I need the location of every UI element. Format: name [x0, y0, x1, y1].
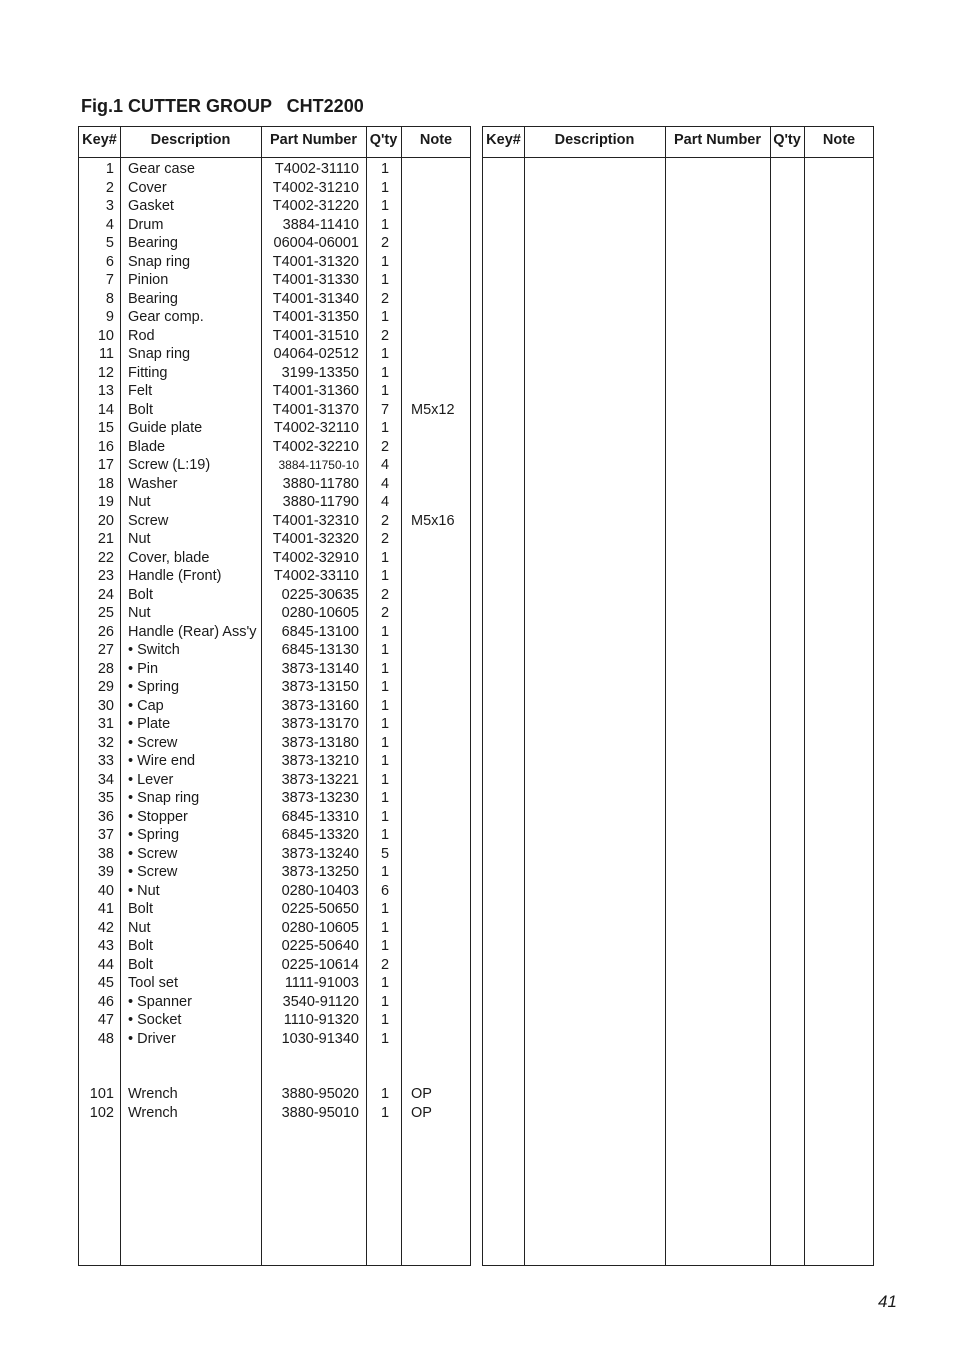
qty-cell: 4 — [380, 494, 390, 510]
description-cell: • Screw — [128, 864, 178, 880]
key-cell: 29 — [97, 679, 114, 695]
qty-cell: 1 — [380, 790, 390, 806]
qty-cell: 1 — [380, 993, 390, 1010]
qty-cell: 2 — [380, 512, 390, 529]
key-cell: 45 — [97, 975, 114, 991]
part-number-cell: T4002-32210 — [272, 438, 359, 455]
qty-cell: 4 — [380, 457, 390, 473]
table-row — [79, 660, 470, 679]
table-row — [79, 826, 470, 845]
key-cell: 20 — [97, 512, 114, 529]
table-row — [79, 567, 470, 586]
description-cell: • Spring — [128, 827, 180, 843]
description-cell: • Screw — [128, 845, 178, 862]
header-note: Note — [419, 132, 453, 148]
key-cell: 22 — [97, 549, 114, 566]
parts-rows — [79, 160, 470, 1122]
qty-cell: 1 — [380, 642, 390, 658]
key-cell: 28 — [97, 660, 114, 677]
header-divider — [79, 157, 470, 158]
key-cell: 26 — [97, 623, 114, 640]
description-cell: • Switch — [128, 642, 180, 658]
qty-cell: 1 — [380, 179, 390, 196]
spacer-row — [79, 1067, 470, 1086]
column-divider — [665, 127, 666, 1265]
key-cell: 42 — [97, 919, 114, 936]
qty-cell: 1 — [380, 364, 390, 381]
key-cell: 3 — [105, 198, 114, 214]
table-row — [79, 789, 470, 808]
qty-cell: 1 — [380, 346, 390, 362]
description-cell: Bearing — [128, 235, 178, 251]
part-number-cell: T4001-31320 — [272, 253, 359, 270]
note-cell: M5x12 — [411, 401, 455, 418]
qty-cell: 1 — [380, 901, 390, 917]
description-cell: Wrench — [128, 1104, 178, 1121]
part-number-cell: T4001-32310 — [272, 512, 359, 529]
description-cell: Gasket — [128, 198, 174, 214]
table-row — [79, 327, 470, 346]
qty-cell: 1 — [380, 753, 390, 769]
part-number-cell: 3873-13170 — [281, 716, 359, 732]
part-number-cell: 3873-13140 — [281, 660, 359, 677]
note-cell: OP — [411, 1086, 432, 1102]
qty-cell: 1 — [380, 198, 390, 214]
part-number-cell: T4001-31510 — [272, 327, 359, 344]
key-cell: 25 — [97, 605, 114, 621]
table-row — [79, 160, 470, 179]
description-cell: Bolt — [128, 956, 153, 973]
part-number-cell: 3873-13221 — [281, 771, 359, 788]
table-row — [79, 882, 470, 901]
table-row — [79, 197, 470, 216]
table-row — [79, 752, 470, 771]
table-row — [79, 1030, 470, 1049]
key-cell: 18 — [97, 475, 114, 492]
key-cell: 7 — [105, 272, 114, 288]
key-cell: 8 — [105, 290, 114, 307]
description-cell: Bolt — [128, 938, 153, 954]
table-row — [79, 993, 470, 1012]
table-row — [79, 512, 470, 531]
description-cell: • Screw — [128, 734, 178, 751]
column-divider — [804, 127, 805, 1265]
qty-cell: 7 — [380, 401, 390, 418]
qty-cell: 2 — [380, 438, 390, 455]
part-number-cell: 3540-91120 — [282, 993, 359, 1010]
key-cell: 21 — [97, 531, 114, 547]
qty-cell: 1 — [380, 697, 390, 714]
part-number-cell: 3880-11780 — [282, 475, 359, 492]
qty-cell: 2 — [380, 235, 390, 251]
description-cell: Bolt — [128, 401, 153, 418]
qty-cell: 6 — [380, 882, 390, 899]
qty-cell: 1 — [380, 161, 390, 177]
part-number-cell: T4002-31210 — [272, 179, 359, 196]
description-cell: Drum — [128, 216, 164, 233]
header-note: Note — [822, 132, 856, 148]
table-row — [79, 345, 470, 364]
key-cell: 31 — [97, 716, 114, 732]
description-cell: Nut — [128, 531, 151, 547]
table-row — [79, 1085, 470, 1104]
key-cell: 6 — [105, 253, 114, 270]
column-divider — [770, 127, 771, 1265]
key-cell: 12 — [97, 364, 114, 381]
description-cell: Guide plate — [128, 420, 203, 436]
part-number-cell: 3884-11750-10 — [278, 458, 359, 472]
header-key: Key# — [486, 132, 521, 148]
table-row — [79, 234, 470, 253]
parts-table-right — [482, 126, 874, 1266]
part-number-cell: 3873-13240 — [281, 845, 359, 862]
table-row — [79, 808, 470, 827]
qty-cell: 1 — [380, 216, 390, 233]
key-cell: 9 — [105, 309, 114, 325]
page-number: 41 — [878, 1292, 897, 1311]
part-number-cell: T4001-32320 — [272, 531, 359, 547]
qty-cell: 2 — [380, 586, 390, 603]
qty-cell: 1 — [380, 549, 390, 566]
part-number-cell: 3873-13180 — [281, 734, 359, 751]
column-divider — [524, 127, 525, 1265]
part-number-cell: T4001-31360 — [272, 383, 359, 399]
description-cell: Snap ring — [128, 346, 191, 362]
description-cell: Blade — [128, 438, 166, 455]
key-cell: 1 — [105, 161, 114, 177]
qty-cell: 1 — [380, 1104, 390, 1121]
description-cell: • Nut — [128, 882, 160, 899]
qty-cell: 1 — [380, 827, 390, 843]
part-number-cell: 3873-13210 — [281, 753, 359, 769]
key-cell: 5 — [105, 235, 114, 251]
part-number-cell: T4001-31340 — [272, 290, 359, 307]
table-row — [79, 771, 470, 790]
part-number-cell: 6845-13130 — [281, 642, 359, 658]
part-number-cell: 3873-13160 — [281, 697, 359, 714]
qty-cell: 1 — [380, 864, 390, 880]
table-row — [79, 364, 470, 383]
qty-cell: 1 — [380, 938, 390, 954]
part-number-cell: 3880-95010 — [281, 1104, 359, 1121]
key-cell: 14 — [97, 401, 114, 418]
table-row — [79, 438, 470, 457]
qty-cell: 1 — [380, 716, 390, 732]
qty-cell: 2 — [380, 290, 390, 307]
description-cell: • Cap — [128, 697, 164, 714]
part-number-cell: 0225-50650 — [281, 901, 359, 917]
description-cell: Bearing — [128, 290, 178, 307]
qty-cell: 1 — [380, 771, 390, 788]
description-cell: • Plate — [128, 716, 171, 732]
part-number-cell: T4001-31350 — [272, 309, 359, 325]
header-description: Description — [150, 132, 231, 148]
key-cell: 23 — [97, 568, 114, 584]
table-row — [79, 974, 470, 993]
key-cell: 19 — [97, 494, 114, 510]
table-row — [79, 290, 470, 309]
description-cell: • Pin — [128, 660, 159, 677]
qty-cell: 2 — [380, 605, 390, 621]
description-cell: Pinion — [128, 272, 169, 288]
qty-cell: 2 — [380, 531, 390, 547]
key-cell: 43 — [97, 938, 114, 954]
table-row — [79, 382, 470, 401]
page-title: Fig.1 CUTTER GROUP CHT2200 — [81, 96, 364, 116]
header-part-number: Part Number — [269, 132, 358, 148]
table-row — [79, 456, 470, 475]
description-cell: Handle (Front) — [128, 568, 222, 584]
part-number-cell: 3873-13230 — [281, 790, 359, 806]
table-row — [79, 734, 470, 753]
description-cell: Cover — [128, 179, 167, 196]
qty-cell: 1 — [380, 272, 390, 288]
description-cell: Tool set — [128, 975, 178, 991]
key-cell: 102 — [89, 1104, 114, 1121]
part-number-cell: T4002-31110 — [274, 161, 359, 177]
qty-cell: 2 — [380, 956, 390, 973]
key-cell: 37 — [97, 827, 114, 843]
description-cell: • Driver — [128, 1030, 176, 1047]
description-cell: Gear comp. — [128, 309, 204, 325]
description-cell: • Socket — [128, 1012, 182, 1028]
table-row — [79, 956, 470, 975]
qty-cell: 1 — [380, 975, 390, 991]
table-row — [79, 715, 470, 734]
table-row — [79, 419, 470, 438]
part-number-cell: T4001-31370 — [272, 401, 359, 418]
description-cell: Gear case — [128, 161, 195, 177]
description-cell: • Spanner — [128, 993, 192, 1010]
part-number-cell: 1111-91003 — [284, 975, 359, 991]
qty-cell: 1 — [380, 420, 390, 436]
table-row — [79, 919, 470, 938]
parts-table-left — [78, 126, 471, 1266]
description-cell: Snap ring — [128, 253, 191, 270]
qty-cell: 5 — [380, 845, 390, 862]
key-cell: 47 — [97, 1012, 114, 1028]
key-cell: 30 — [97, 697, 114, 714]
table-row — [79, 863, 470, 882]
table-row — [79, 308, 470, 327]
part-number-cell: 3873-13150 — [281, 679, 359, 695]
key-cell: 13 — [97, 383, 114, 399]
key-cell: 44 — [97, 956, 114, 973]
description-cell: Rod — [128, 327, 155, 344]
key-cell: 10 — [97, 327, 114, 344]
key-cell: 32 — [97, 734, 114, 751]
qty-cell: 1 — [380, 734, 390, 751]
key-cell: 39 — [97, 864, 114, 880]
header-description: Description — [554, 132, 635, 148]
spacer-row — [79, 1048, 470, 1067]
part-number-cell: T4002-32910 — [272, 549, 359, 566]
table-row — [79, 1104, 470, 1123]
part-number-cell: 0280-10605 — [281, 605, 359, 621]
qty-cell: 1 — [380, 1086, 390, 1102]
key-cell: 101 — [89, 1086, 114, 1102]
table-row — [79, 216, 470, 235]
part-number-cell: 6845-13310 — [281, 808, 359, 825]
part-number-cell: 6845-13320 — [281, 827, 359, 843]
qty-cell: 2 — [380, 327, 390, 344]
part-number-cell: T4002-32110 — [273, 420, 359, 436]
description-cell: • Wire end — [128, 753, 196, 769]
table-row — [79, 845, 470, 864]
description-cell: • Lever — [128, 771, 174, 788]
key-cell: 40 — [97, 882, 114, 899]
description-cell: Fitting — [128, 364, 168, 381]
description-cell: Bolt — [128, 901, 153, 917]
key-cell: 35 — [97, 790, 114, 806]
part-number-cell: 3880-95020 — [281, 1086, 359, 1102]
header-divider — [483, 157, 873, 158]
table-row — [79, 604, 470, 623]
table-row — [79, 586, 470, 605]
key-cell: 17 — [97, 457, 114, 473]
key-cell: 48 — [97, 1030, 114, 1047]
qty-cell: 1 — [380, 253, 390, 270]
key-cell: 2 — [105, 179, 114, 196]
table-row — [79, 623, 470, 642]
table-row — [79, 271, 470, 290]
qty-cell: 1 — [380, 679, 390, 695]
qty-cell: 1 — [380, 808, 390, 825]
key-cell: 36 — [97, 808, 114, 825]
table-row — [79, 253, 470, 272]
key-cell: 46 — [97, 993, 114, 1010]
table-row — [79, 475, 470, 494]
part-number-cell: 1110-91320 — [283, 1012, 359, 1028]
description-cell: Bolt — [128, 586, 153, 603]
qty-cell: 1 — [380, 623, 390, 640]
qty-cell: 1 — [380, 383, 390, 399]
description-cell: • Stopper — [128, 808, 188, 825]
key-cell: 16 — [97, 438, 114, 455]
key-cell: 41 — [97, 901, 114, 917]
part-number-cell: 3884-11410 — [282, 216, 359, 233]
part-number-cell: 6845-13100 — [281, 623, 359, 640]
part-number-cell: 06004-06001 — [273, 235, 359, 251]
part-number-cell: 0280-10605 — [281, 919, 359, 936]
note-cell: OP — [411, 1104, 432, 1121]
table-row — [79, 678, 470, 697]
qty-cell: 1 — [380, 568, 390, 584]
description-cell: Wrench — [128, 1086, 178, 1102]
key-cell: 24 — [97, 586, 114, 603]
part-number-cell: 0225-50640 — [281, 938, 359, 954]
description-cell: Handle (Rear) Ass'y — [128, 623, 257, 640]
qty-cell: 4 — [380, 475, 390, 492]
part-number-cell: 1030-91340 — [281, 1030, 359, 1047]
qty-cell: 1 — [380, 919, 390, 936]
table-row — [79, 1011, 470, 1030]
key-cell: 4 — [105, 216, 114, 233]
table-row — [79, 179, 470, 198]
header-key: Key# — [82, 132, 117, 148]
part-number-cell: 3873-13250 — [281, 864, 359, 880]
part-number-cell: T4001-31330 — [272, 272, 359, 288]
description-cell: • Spring — [128, 679, 180, 695]
table-row — [79, 641, 470, 660]
key-cell: 15 — [97, 420, 114, 436]
header-qty: Q'ty — [369, 132, 398, 148]
table-row — [79, 493, 470, 512]
description-cell: Screw — [128, 512, 169, 529]
note-cell: M5x16 — [411, 512, 455, 529]
key-cell: 27 — [97, 642, 114, 658]
header-part-number: Part Number — [673, 132, 762, 148]
qty-cell: 1 — [380, 1030, 390, 1047]
part-number-cell: 3880-11790 — [282, 494, 359, 510]
table-row — [79, 401, 470, 420]
part-number-cell: 0225-10614 — [281, 956, 359, 973]
key-cell: 11 — [98, 346, 114, 362]
description-cell: Nut — [128, 605, 151, 621]
part-number-cell: 0280-10403 — [281, 882, 359, 899]
description-cell: Nut — [128, 494, 151, 510]
description-cell: Felt — [128, 383, 153, 399]
header-qty: Q'ty — [773, 132, 801, 148]
description-cell: Washer — [128, 475, 178, 492]
qty-cell: 1 — [380, 660, 390, 677]
description-cell: Nut — [128, 919, 151, 936]
part-number-cell: 3199-13350 — [281, 364, 359, 381]
part-number-cell: 0225-30635 — [281, 586, 359, 603]
table-row — [79, 900, 470, 919]
table-row — [79, 549, 470, 568]
qty-cell: 1 — [380, 309, 390, 325]
description-cell: • Snap ring — [128, 790, 200, 806]
table-row — [79, 937, 470, 956]
key-cell: 33 — [97, 753, 114, 769]
description-cell: Screw (L:19) — [128, 457, 211, 473]
key-cell: 38 — [97, 845, 114, 862]
key-cell: 34 — [97, 771, 114, 788]
qty-cell: 1 — [380, 1012, 390, 1028]
part-number-cell: 04064-02512 — [273, 346, 359, 362]
table-row — [79, 530, 470, 549]
part-number-cell: T4002-33110 — [273, 568, 359, 584]
description-cell: Cover, blade — [128, 549, 210, 566]
part-number-cell: T4002-31220 — [272, 198, 359, 214]
table-row — [79, 697, 470, 716]
